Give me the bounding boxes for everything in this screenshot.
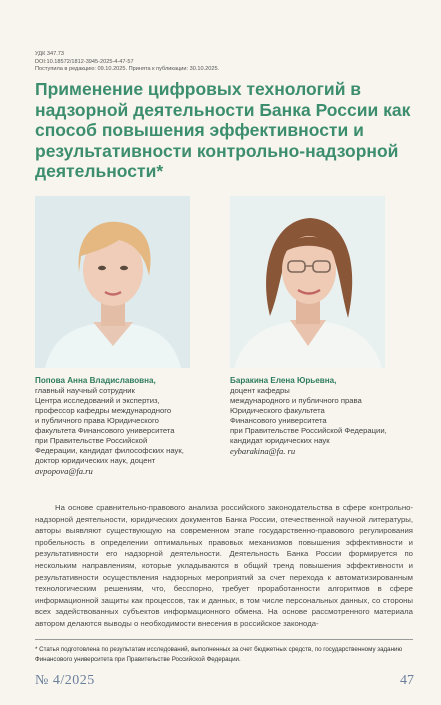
author-affiliation-line: факультета Финансового университета xyxy=(35,426,175,435)
author-name: Баракина Елена Юрьевна, xyxy=(230,376,337,385)
author-affiliation-line: главный научный сотрудник xyxy=(35,386,135,395)
author-affiliation-line: международного и публичного права xyxy=(230,396,362,405)
author-affiliation-line: Финансового университета xyxy=(230,416,327,425)
author-info-popova xyxy=(35,376,225,476)
author-affiliation-line: при Правительстве Российской Федерации, xyxy=(230,426,387,435)
author-affiliation-line: профессор кафедры международного xyxy=(35,406,172,415)
footnote-divider xyxy=(35,639,413,640)
author-portrait-image xyxy=(35,196,190,368)
abstract-paragraph: На основе сравнительно-правового анализа российского законодательства в сфере контрольно-надзорной деятельности, юридических документов Банка России, отечественной научной литературы, авторы выявляют существующую на современном этапе государственно-правового регулирования пробельность в определении оптимальных правовых механизмов повышения эффективности и результативности его надзорной деятельности. Деятельность Банка России формируется по нескольким направлениям, которые укладываются в общий тренд повышения эффективности и результативности осуществления надзорных мероприятий за счет перехода к автоматизированным технологическим решениям, что, бесспорно, требует проработанности алгоритмов в сфере информационной защиты как процессов, так и данных, в том числе персональных данных, со стороны всех задействованных субъектов информационного обмена. На основе рассмотренного материала автором делаются выводы о необходимости внесения в российское законода- xyxy=(35,503,413,628)
article-metadata xyxy=(35,51,219,74)
article-title: Применение цифровых технологий в надзорной деятельности Банка России как способ повышения эффективности и результативности контрольно-надзорной деятельности* xyxy=(35,79,411,181)
author-affiliation-line: Федерации, кандидат философских наук, xyxy=(35,446,184,455)
doi: DOI:10.18572/1812-3945-2025-4-47-57 xyxy=(35,58,134,65)
author-affiliation-line: и публичного права Юридического xyxy=(35,416,159,425)
author-affiliation-line: доцент кафедры xyxy=(230,386,290,395)
submission-dates: Поступила в редакцию: 09.10.2025. Принята к публикации: 30.10.2025. xyxy=(35,66,220,73)
author-portrait-image xyxy=(230,196,385,368)
author-affiliation-line: Юридического факультета xyxy=(230,406,325,415)
author-affiliation-line: доктор юридических наук, доцент xyxy=(35,456,156,465)
author-info-barakina xyxy=(230,376,435,456)
issue-number: № 4/2025 xyxy=(35,673,95,688)
author-name: Попова Анна Владиславовна, xyxy=(35,376,156,385)
page-number: 47 xyxy=(400,673,414,688)
author-photo-popova xyxy=(35,196,190,368)
author-email[interactable]: avpopova@fa.ru xyxy=(35,466,93,476)
author-photo-barakina xyxy=(230,196,385,368)
author-email[interactable]: eybarakina@fa. ru xyxy=(230,446,296,456)
udk-code: УДК 347.73 xyxy=(35,51,65,57)
footnote: * Статья подготовлена по результатам исследований, выполненных за счет бюджетных средств, по государственному заданию Финансового университета при Правительстве Российской Федерации. xyxy=(35,646,403,663)
author-affiliation-line: Центра исследований и экспертиз, xyxy=(35,396,160,405)
author-affiliation-line: при Правительстве Российской xyxy=(35,436,148,445)
author-affiliation-line: кандидат юридических наук xyxy=(230,436,330,445)
